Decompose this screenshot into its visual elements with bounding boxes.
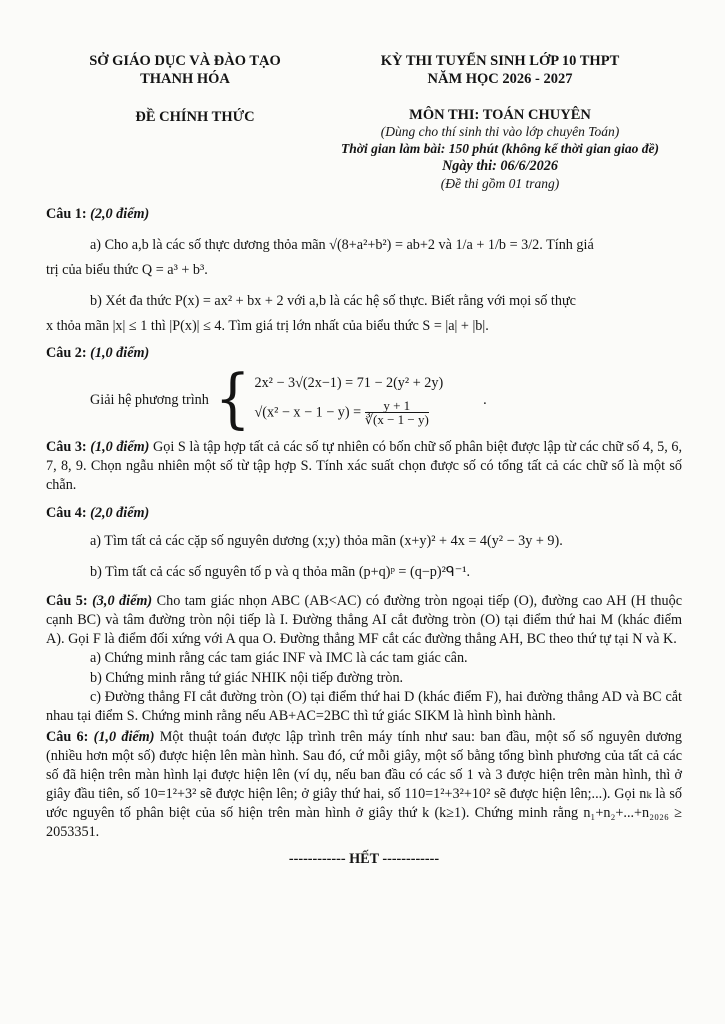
duration-note: Thời gian làm bài: 150 phút (không kể thời gian giao đề) — [341, 141, 659, 157]
q6-label: Câu 6: — [46, 728, 89, 745]
q3-points: (1,0 điểm) — [90, 439, 150, 456]
q4-heading — [46, 504, 682, 523]
page-count: (Đề thi gồm 01 trang) — [440, 175, 560, 191]
system-lead-text: Giải hệ phương trình — [90, 391, 209, 408]
system-equations — [254, 374, 443, 427]
exam-date: Ngày thi: 06/6/2026 — [442, 158, 558, 175]
subject-title: MÔN THI: TOÁN CHUYÊN — [409, 107, 591, 124]
fraction-denominator: ∛(x − 1 − y) — [364, 412, 429, 428]
q6-points: (1,0 điểm) — [93, 728, 155, 745]
q3-text: Gọi S là tập hợp tất cả các số tự nhiên có bốn chữ số phân biệt được lập từ các chữ số 4, 5, 6, 7, 8, 9. Chọn ngẫu nhiên một số từ tập hợp S. Tính xác suất chọn được số có tổng tất cả các chữ số là một số chẵn. — [46, 439, 683, 494]
department-name: SỞ GIÁO DỤC VÀ ĐÀO TẠO — [89, 53, 281, 69]
q5-label: Câu 5: — [46, 593, 88, 610]
school-year: NĂM HỌC 2026 - 2027 — [427, 71, 573, 88]
q3-label: Câu 3: — [46, 439, 87, 456]
q6-text: Một thuật toán được lập trình trên máy tính như sau: ban đầu, một số số nguyên dương (nhiều hơn một số) được hiện lên màn hình. Sau đó, cứ mỗi giây, một số bằng tổng bình phương của tất cả các số đã hiện trên màn hình lại được hiện lên (ví dụ, nếu ban đầu có các số 1 và 3 được hiện trên màn hình, thì ở giây đầu tiên, số 10=1²+3² sẽ được hiện lên; ở giây thứ hai, số 110=1²+3²+10² sẽ được hiện lên;...). Gọi nₖ là số ước nguyên tố phân biệt của số hiện trên màn hình ở giây thứ k (k≥1). Chứng minh rằng n₁+n₂+...+n₂₀₂₆ ≥ 2053351. — [46, 728, 682, 840]
q5-text: Cho tam giác nhọn ABC (AB<AC) có đường tròn ngoại tiếp (O), đường cao AH (H thuộc cạnh BC) và tâm đường tròn nội tiếp là I. Đường thẳng AI cắt đường tròn (O) tại điểm thứ hai M (khác điểm A). Gọi F là điểm đối xứng với A qua O. Đường thẳng MF cắt các đường thẳng AH, BC theo thứ tự tại N và K. — [46, 593, 683, 648]
q5-points: (3,0 điểm) — [92, 593, 153, 610]
q2-points: (1,0 điểm) — [90, 345, 150, 362]
q3-paragraph — [46, 438, 682, 495]
q4a-text: a) Tìm tất cả các cặp số nguyên dương (x;y) thỏa mãn (x+y)² + 4x = 4(y² − 3y + 9). — [90, 533, 563, 550]
q1b-line2: x thỏa mãn |x| ≤ 1 thì |P(x)| ≤ 4. Tìm giá trị lớn nhất của biểu thức S = |a| + |b|. — [46, 318, 489, 335]
q4-label: Câu 4: — [46, 505, 87, 522]
official-label: ĐỀ CHÍNH THỨC — [135, 109, 255, 125]
q6-paragraph — [46, 728, 682, 842]
equation-1: 2x² − 3√(2x−1) = 71 − 2(y² + 2y) — [254, 374, 444, 391]
department-block — [60, 52, 310, 88]
q5b-text: b) Chứng minh rằng tứ giác NHIK nội tiếp đường tròn. — [90, 669, 404, 686]
end-marker: ------------ HẾT ------------ — [288, 850, 440, 867]
q1-label: Câu 1: — [46, 206, 87, 222]
q2-label: Câu 2: — [46, 345, 87, 362]
equation-2 — [254, 399, 443, 427]
q5c-text: c) Đường thẳng FI cắt đường tròn (O) tại điểm thứ hai D (khác điểm F), hai đường thẳng AD và BC cắt nhau tại điểm S. Chứng minh rằng nếu AB+AC=2BC thì tứ giác SIKM là hình bình hành. — [46, 688, 682, 724]
q1-points: (2,0 điểm) — [90, 206, 150, 222]
q2-heading — [46, 344, 682, 363]
q4-points: (2,0 điểm) — [90, 505, 150, 522]
q5-paragraph — [46, 592, 682, 649]
province-name: THANH HÓA — [140, 71, 230, 88]
q1a-line1: a) Cho a,b là các số thực dương thỏa mãn √(8+a²+b²) = ab+2 và 1/a + 1/b = 3/2. Tính giá — [90, 237, 594, 254]
target-candidates: (Dùng cho thí sinh thi vào lớp chuyên Toán) — [380, 124, 620, 140]
fraction-numerator: y + 1 — [365, 399, 429, 414]
equation-system — [90, 362, 682, 437]
q4b-text: b) Tìm tất cả các số nguyên tố p và q thỏa mãn (p+q)ᵖ = (q−p)²ᑫ⁻¹. — [90, 564, 471, 581]
equation-2-left: √(x² − x − 1 − y) = — [254, 403, 362, 420]
equation-2-fraction — [365, 399, 429, 427]
q1b-line1: b) Xét đa thức P(x) = ax² + bx + 2 với a,b là các hệ số thực. Biết rằng với mọi số thực — [90, 293, 576, 310]
exam-title: KỲ THI TUYỂN SINH LỚP 10 THPT — [380, 53, 620, 69]
q1-heading — [46, 205, 682, 224]
brace-icon: { — [214, 362, 251, 437]
q1a-line2: trị của biểu thức Q = a³ + b³. — [46, 262, 208, 279]
q5a-text: a) Chứng minh rằng các tam giác INF và IMC là các tam giác cân. — [90, 650, 468, 667]
exam-content — [46, 196, 682, 869]
exam-info-block — [300, 52, 700, 193]
system-period: . — [483, 391, 487, 408]
